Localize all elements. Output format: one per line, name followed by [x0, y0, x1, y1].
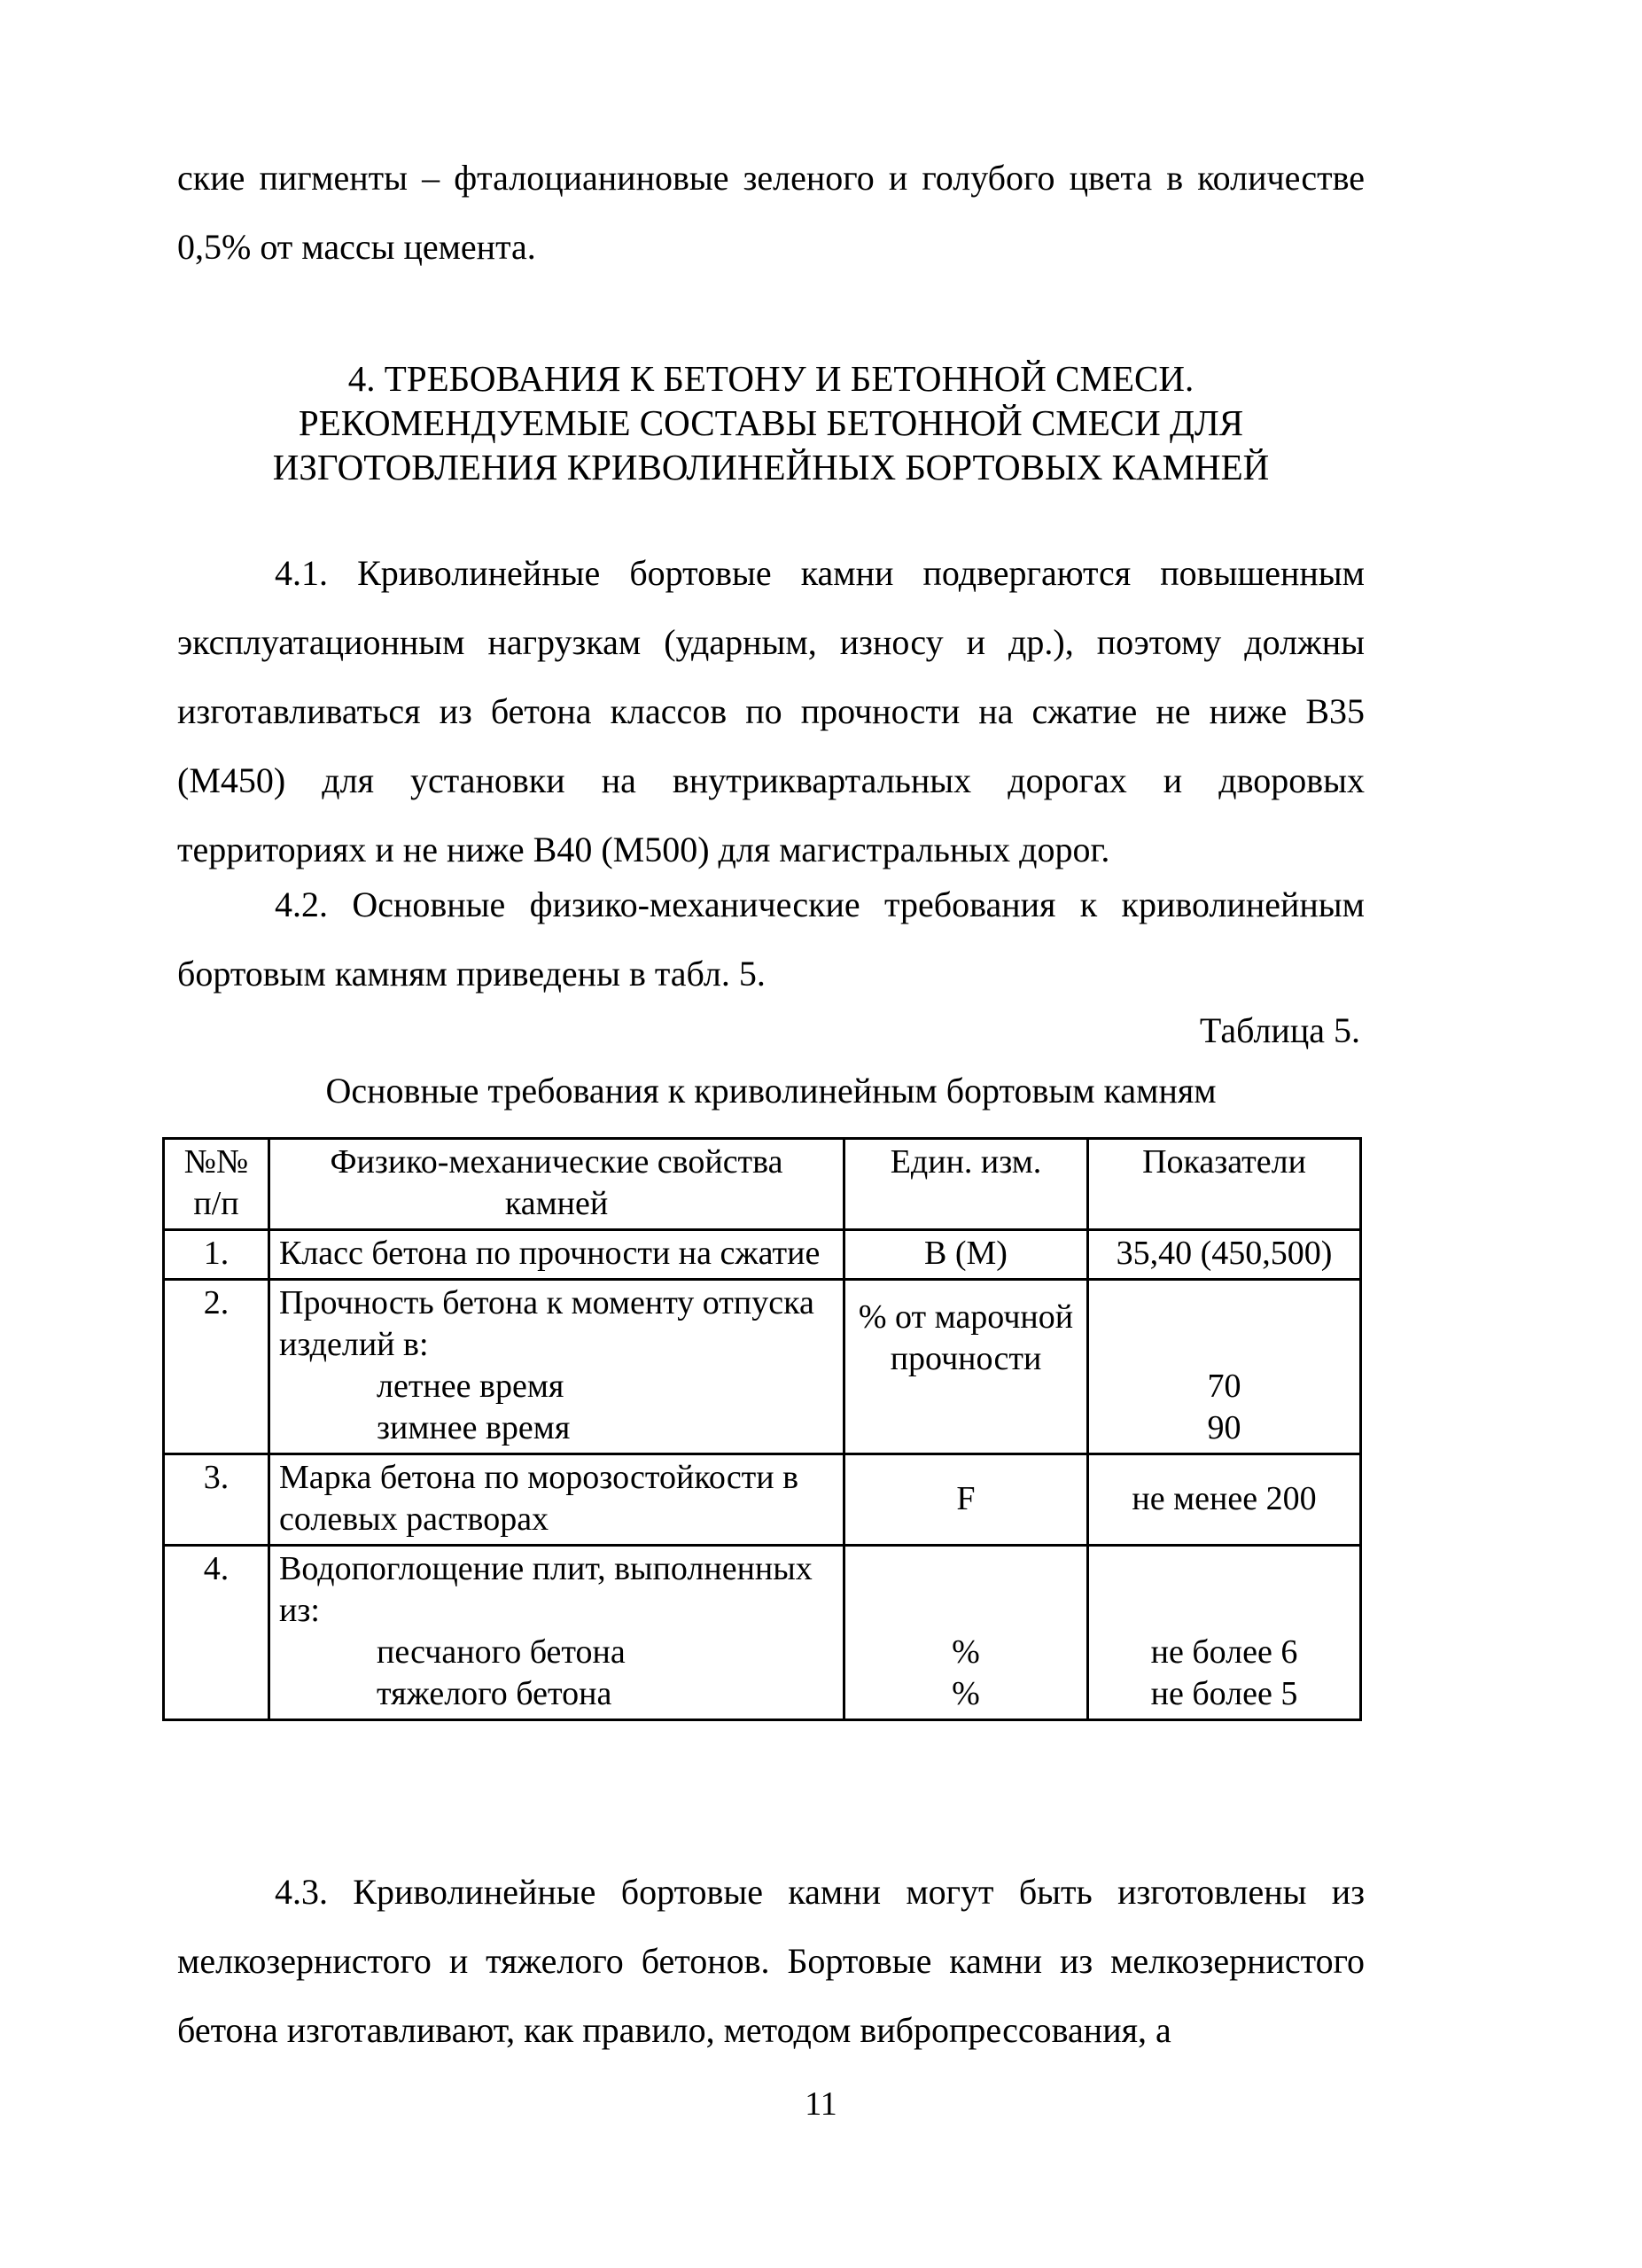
section-heading [177, 356, 1365, 489]
table-row [164, 1454, 1361, 1546]
paragraph-4-3: 4.3. Криволинейные бортовые камни могут быть изготовлены из мелкозернистого и тяжелого бетонов. Бортовые камни из мелкозернистого бетона изготавливают, как правило, методом вибропрессования, а [177, 1872, 1365, 2050]
table-title: Основные требования к криволинейным бортовым камням [325, 1071, 1217, 1111]
table-row [164, 1546, 1361, 1720]
row-subitem-winter: зимнее время [377, 1409, 571, 1446]
row-unit-sand-concrete: % [952, 1633, 980, 1671]
row-subitem-sand-concrete: песчаного бетона [377, 1633, 626, 1671]
row-subitem-summer: летнее время [377, 1368, 564, 1405]
row-value-heavy-concrete: не более 5 [1150, 1675, 1298, 1712]
heading-line-3: ИЗГОТОВЛЕНИЯ КРИВОЛИНЕЙНЫХ БОРТОВЫХ КАМНЕЙ [272, 447, 1270, 487]
table-row [164, 1280, 1361, 1454]
row-property-text: Водопоглощение плит, выполненных из: [279, 1550, 813, 1629]
row-units [844, 1546, 1088, 1720]
table-header-row [164, 1139, 1361, 1230]
page-number: 11 [805, 2085, 837, 2123]
paragraph-4-2: 4.2. Основные физико-механические требования к криволинейным бортовым камням приведены в табл. 5. [177, 885, 1365, 994]
row-property [269, 1546, 844, 1720]
paragraph-4-1: 4.1. Криволинейные бортовые камни подвергаются повышенным эксплуатационным нагрузкам (ударным, износу и др.), поэтому должны изготавливаться из бетона классов по прочности на сжатие не ниже В35 (М450) для установки на внутриквартальных дорогах и дворовых территориях и не ниже В40 (М500) для магистральных дорог. [177, 553, 1365, 869]
row-value: не менее 200 [1088, 1454, 1361, 1546]
requirements-table [162, 1137, 1362, 1721]
row-value-sand-concrete: не более 6 [1150, 1633, 1298, 1671]
table-row [164, 1230, 1361, 1280]
header-number: №№ п/п [164, 1139, 269, 1230]
row-values [1088, 1546, 1361, 1720]
row-property-text: Прочность бетона к моменту отпуска изделий в: [279, 1284, 814, 1363]
row-unit: F [844, 1454, 1088, 1546]
row-value: 35,40 (450,500) [1088, 1230, 1361, 1280]
heading-line-1: 4. ТРЕБОВАНИЯ К БЕТОНУ И БЕТОННОЙ СМЕСИ. [347, 358, 1195, 399]
row-number: 4. [164, 1546, 269, 1720]
intro-paragraph: ские пигменты – фталоцианиновые зеленого и голубого цвета в количестве 0,5% от массы цемента. [177, 158, 1365, 267]
row-subitem-heavy-concrete: тяжелого бетона [377, 1675, 612, 1712]
row-number: 1. [164, 1230, 269, 1280]
table-label: Таблица 5. [1199, 1010, 1360, 1050]
row-value-summer: 70 [1207, 1368, 1241, 1405]
row-values [1088, 1280, 1361, 1454]
heading-line-2: РЕКОМЕНДУЕМЫЕ СОСТАВЫ БЕТОННОЙ СМЕСИ ДЛЯ [298, 402, 1244, 443]
header-value: Показатели [1088, 1139, 1361, 1230]
header-property: Физико-механические свойства камней [269, 1139, 844, 1230]
row-number: 2. [164, 1280, 269, 1454]
row-number: 3. [164, 1454, 269, 1546]
row-value-winter: 90 [1207, 1409, 1241, 1446]
row-property: Марка бетона по морозостойкости в солевых растворах [269, 1454, 844, 1546]
row-unit: % от марочной прочности [844, 1280, 1088, 1454]
row-unit-heavy-concrete: % [952, 1675, 980, 1712]
row-unit: В (М) [844, 1230, 1088, 1280]
row-property [269, 1280, 844, 1454]
header-unit: Един. изм. [844, 1139, 1088, 1230]
row-property: Класс бетона по прочности на сжатие [269, 1230, 844, 1280]
